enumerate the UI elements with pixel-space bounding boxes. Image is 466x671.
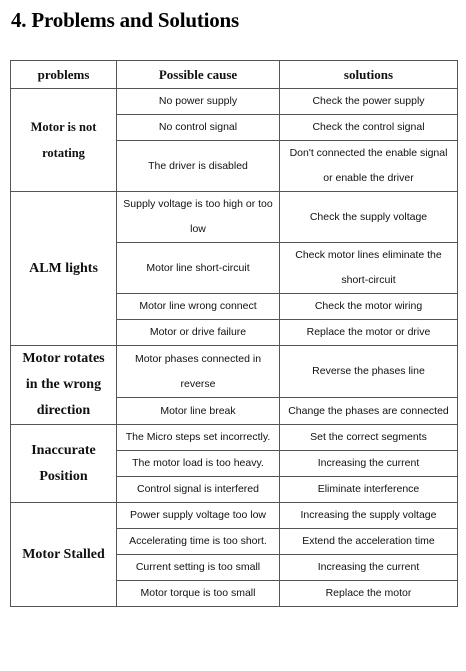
solution-cell: Set the correct segments (280, 425, 458, 451)
table-row (11, 425, 458, 451)
solution-cell: Increasing the current (280, 451, 458, 477)
header-solutions: solutions (280, 61, 458, 89)
solution-cell: Increasing the current (280, 555, 458, 581)
problem-cell: ALM lights (11, 192, 117, 346)
solution-cell: Check the supply voltage (280, 192, 458, 243)
solution-cell: Check motor lines eliminate the short-circuit (280, 243, 458, 294)
table-row (11, 503, 458, 529)
solution-cell: Replace the motor (280, 581, 458, 607)
solution-cell: Eliminate interference (280, 477, 458, 503)
cause-cell: The Micro steps set incorrectly. (117, 425, 280, 451)
solution-cell: Don't connected the enable signal or enable the driver (280, 141, 458, 192)
solution-cell: Increasing the supply voltage (280, 503, 458, 529)
solution-cell: Change the phases are connected (280, 398, 458, 425)
header-possible-cause: Possible cause (117, 61, 280, 89)
cause-cell: Accelerating time is too short. (117, 529, 280, 555)
cause-cell: The motor load is too heavy. (117, 451, 280, 477)
table-row (11, 192, 458, 243)
solution-cell: Check the power supply (280, 89, 458, 115)
cause-cell: Current setting is too small (117, 555, 280, 581)
solution-cell: Reverse the phases line (280, 346, 458, 398)
cause-cell: Motor line break (117, 398, 280, 425)
cause-cell: Power supply voltage too low (117, 503, 280, 529)
table-header-row (11, 61, 458, 89)
cause-cell: Motor phases connected in reverse (117, 346, 280, 398)
cause-cell: Motor torque is too small (117, 581, 280, 607)
problem-cell: Motor Stalled (11, 503, 117, 607)
header-problems: problems (11, 61, 117, 89)
cause-cell: Motor or drive failure (117, 320, 280, 346)
cause-cell: The driver is disabled (117, 141, 280, 192)
solution-cell: Replace the motor or drive (280, 320, 458, 346)
solution-cell: Extend the acceleration time (280, 529, 458, 555)
problem-cell: Inaccurate Position (11, 425, 117, 503)
page-title: 4. Problems and Solutions (11, 8, 239, 32)
cause-cell: Supply voltage is too high or too low (117, 192, 280, 243)
cause-cell: Motor line short-circuit (117, 243, 280, 294)
table-row (11, 89, 458, 115)
cause-cell: No power supply (117, 89, 280, 115)
cause-cell: Control signal is interfered (117, 477, 280, 503)
table-row (11, 346, 458, 398)
cause-cell: No control signal (117, 115, 280, 141)
solution-cell: Check the control signal (280, 115, 458, 141)
problem-cell: Motor rotates in the wrong direction (11, 346, 117, 425)
solution-cell: Check the motor wiring (280, 294, 458, 320)
problem-cell: Motor is not rotating (11, 89, 117, 192)
cause-cell: Motor line wrong connect (117, 294, 280, 320)
problems-solutions-table (10, 60, 458, 607)
